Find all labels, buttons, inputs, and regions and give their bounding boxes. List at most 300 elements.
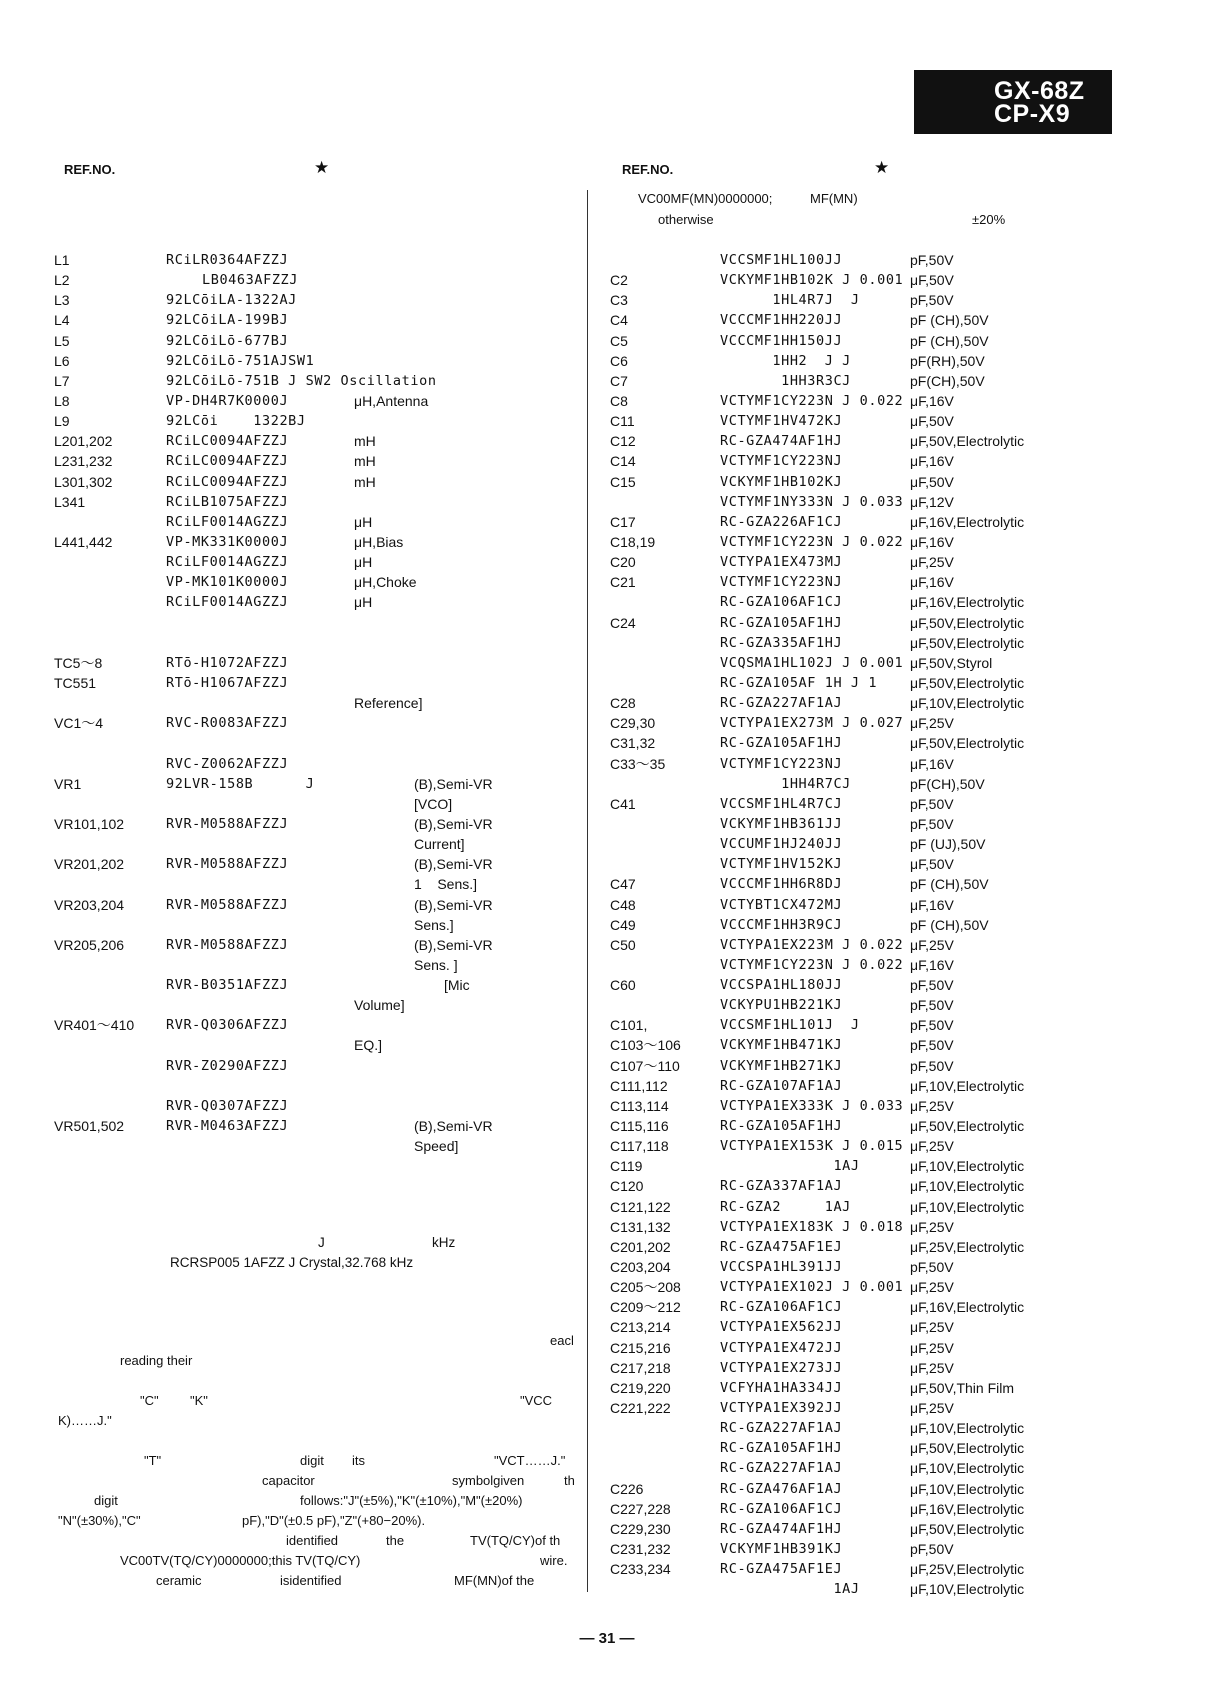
part-row: [610, 1076, 1170, 1096]
description: μF,16V: [910, 574, 954, 591]
part-number: VCTYMF1CY223NJ: [720, 755, 843, 772]
part-row: [54, 935, 574, 955]
model-name-primary: GX-68Z: [994, 77, 1085, 105]
part-number: VCCSMF1HL100JJ: [720, 252, 843, 268]
part-number: VCKYMF1HB102K J 0.001: [720, 272, 904, 289]
part-number: VCCSMF1HL101J J: [720, 1017, 860, 1034]
part-number: RCiLB1075AFZZJ: [166, 493, 289, 510]
description: μF,25V: [910, 936, 954, 953]
description: Reference]: [354, 695, 423, 712]
description: μF,10V,Electrolytic: [910, 1420, 1025, 1437]
ref-no: C2: [610, 272, 628, 289]
description: μF,50V,Electrolytic: [910, 614, 1025, 631]
model-badge: [914, 70, 1112, 134]
description: μF,16V,Electrolytic: [910, 594, 1025, 611]
part-number: VCTYPA1EX333K J 0.033: [720, 1097, 904, 1114]
description: μF,50V,Electrolytic: [910, 433, 1025, 450]
description: μH,Choke: [354, 574, 417, 591]
part-row: [610, 754, 1170, 774]
part-row: [610, 854, 1170, 874]
part-number: VCCCMF1HH3R9CJ: [720, 916, 843, 933]
part-number: 1HH2 J J: [720, 352, 851, 369]
part-row: [610, 1499, 1170, 1519]
part-number: VCCCMF1HH150JJ: [720, 332, 843, 349]
right-star-icon: ★: [874, 158, 890, 177]
part-number: 92LCōiLA-1322AJ: [166, 292, 297, 309]
part-row: [54, 733, 574, 753]
part-number: RC-GZA105AF1HJ: [720, 1118, 843, 1135]
part-row: [54, 794, 574, 814]
part-row: [54, 874, 574, 894]
part-number: VCTYPA1EX273M J 0.027: [720, 715, 904, 732]
part-number: RC-GZA105AF1HJ: [720, 1440, 843, 1457]
part-row: [54, 451, 574, 471]
part-row: [54, 895, 574, 915]
part-row: [54, 572, 574, 592]
part-number: RVR-M0588AFZZJ: [166, 936, 289, 953]
ref-no: C20: [610, 554, 636, 571]
description: μF,25V,Electrolytic: [910, 1238, 1025, 1255]
left-star-icon: ★: [314, 158, 330, 177]
part-number: VCTYMF1CY223N J 0.022: [720, 956, 904, 973]
description: μF,50V: [910, 272, 954, 289]
ref-no: L6: [54, 352, 70, 369]
description: μF,16V: [910, 453, 954, 470]
note-5b: digit: [300, 1453, 324, 1468]
description: EQ.]: [354, 1037, 383, 1054]
part-number: VCTYMF1HV472KJ: [720, 413, 843, 430]
description: pF,50V: [910, 795, 954, 812]
part-number: VCTYPA1EX153K J 0.015: [720, 1138, 904, 1155]
description: μF,12V: [910, 493, 954, 510]
note-1: eacl: [550, 1333, 574, 1348]
part-row: [610, 472, 1170, 492]
part-number: 92LCōiLō-751B J SW2 Oscillation: [166, 372, 437, 389]
part-row: [610, 1056, 1170, 1076]
description: Speed]: [414, 1138, 459, 1155]
description: μF,16V,Electrolytic: [910, 1500, 1025, 1517]
ref-no: C213,214: [610, 1319, 671, 1336]
part-row: [610, 371, 1170, 391]
crystal-part: RCRSP005 1AFZZ J Crystal,32.768 kHz: [170, 1255, 414, 1270]
part-number: VCTYMF1NY333N J 0.033: [720, 493, 904, 510]
ref-no: C5: [610, 332, 628, 349]
ref-no: L9: [54, 413, 70, 430]
right-top-text: MF(MN): [810, 191, 858, 206]
ref-no: C21: [610, 574, 636, 591]
part-number: RVR-M0588AFZZJ: [166, 896, 289, 913]
part-number: VCTYPA1EX183K J 0.018: [720, 1218, 904, 1235]
part-number: RC-GZA105AF1HJ: [720, 614, 843, 631]
description: μF,50V,Electrolytic: [910, 1118, 1025, 1135]
ref-no: L5: [54, 332, 70, 349]
description: pF (CH),50V: [910, 332, 989, 349]
part-number: RCiLF0014AGZZJ: [166, 513, 289, 530]
model-name-secondary: CP-X9: [994, 100, 1071, 128]
part-row: [610, 391, 1170, 411]
part-row: [54, 512, 574, 532]
description: pF,50V: [910, 1541, 954, 1557]
part-row: [610, 1096, 1170, 1116]
ref-no: C119: [610, 1158, 643, 1175]
description: μF,50V: [910, 413, 954, 430]
part-number: VCCSMF1HL4R7CJ: [720, 795, 843, 812]
part-number: RCiLC0094AFZZJ: [166, 473, 289, 490]
part-row: [54, 250, 574, 270]
part-row: [54, 1096, 574, 1116]
part-number: RC-GZA227AF1AJ: [720, 1460, 843, 1477]
description: Sens.]: [414, 916, 454, 933]
part-row: [610, 1237, 1170, 1257]
right-parts-list: [610, 250, 1170, 1599]
description: 1 Sens.]: [414, 876, 478, 893]
part-number: VCTYPA1EX472JJ: [720, 1339, 843, 1356]
part-number: VCFYHA1HA334JJ: [720, 1379, 843, 1396]
part-row: [54, 431, 574, 451]
part-number: RCiLF0014AGZZJ: [166, 594, 289, 611]
part-row: [610, 331, 1170, 351]
part-row: [610, 1519, 1170, 1539]
note-6b: symbolgiven: [452, 1473, 525, 1488]
part-row: [54, 270, 574, 290]
ref-no: C233,234: [610, 1561, 671, 1578]
note-3b: "K": [190, 1393, 208, 1408]
part-row: [54, 1076, 574, 1096]
part-number: 1AJ: [720, 1158, 860, 1175]
part-row: [610, 310, 1170, 330]
part-row: [610, 532, 1170, 552]
page-number: — 31 —: [579, 1630, 635, 1647]
description: μH,Bias: [354, 533, 404, 550]
part-number: VCTYMF1CY223N J 0.022: [720, 392, 904, 409]
part-row: [610, 1398, 1170, 1418]
note-10a: VC00TV(TQ/CY)0000000;this TV(TQ/CY): [120, 1553, 361, 1568]
part-row: [610, 895, 1170, 915]
part-row: [610, 592, 1170, 612]
description: μF,16V,Electrolytic: [910, 513, 1025, 530]
description: (B),Semi-VR: [414, 775, 493, 792]
description: μF,25V: [910, 1339, 954, 1356]
left-parts-list: [54, 250, 574, 1156]
part-row: [54, 693, 574, 713]
note-5a: "T": [144, 1453, 162, 1468]
part-row: [610, 492, 1170, 512]
part-number: VCKYMF1HB271KJ: [720, 1057, 843, 1074]
part-number: VCKYMF1HB391KJ: [720, 1541, 843, 1557]
part-number: VCTYPA1EX273JJ: [720, 1359, 843, 1376]
part-row: [54, 975, 574, 995]
part-row: [54, 673, 574, 693]
ref-no: C18,19: [610, 533, 656, 550]
part-number: RC-GZA475AF1EJ: [720, 1561, 843, 1578]
description: pF(CH),50V: [910, 372, 985, 389]
right-top-code: VC00MF(MN)0000000;: [638, 191, 773, 206]
description: μF,50V,Electrolytic: [910, 735, 1025, 752]
part-number: RC-GZA474AF1HJ: [720, 433, 843, 450]
description: μF,10V,Electrolytic: [910, 1077, 1025, 1094]
part-row: [54, 955, 574, 975]
description: pF,50V: [910, 1037, 954, 1054]
ref-no: C14: [610, 453, 636, 470]
description: pF(RH),50V: [910, 352, 985, 369]
note-5d: "VCT……J.": [494, 1453, 566, 1468]
note-11b: isidentified: [280, 1573, 342, 1588]
description: pF,50V: [910, 1017, 954, 1034]
part-row: [610, 673, 1170, 693]
description: μF,50V,Electrolytic: [910, 1520, 1025, 1537]
ref-no: C6: [610, 352, 628, 369]
part-row: [54, 633, 574, 653]
part-row: [54, 472, 574, 492]
part-row: [54, 834, 574, 854]
description: μF,25V: [910, 1359, 954, 1376]
part-number: VCTYPA1EX102J J 0.001: [720, 1279, 904, 1296]
part-number: RCiLC0094AFZZJ: [166, 453, 289, 470]
part-row: [54, 331, 574, 351]
description: μF,25V: [910, 554, 954, 571]
part-number: VCKYMF1HB102KJ: [720, 473, 843, 490]
ref-no: C203,204: [610, 1259, 671, 1276]
part-number: VCCSPA1HL391JJ: [720, 1259, 843, 1276]
description: pF,50V: [910, 1259, 954, 1276]
column-divider: [587, 190, 588, 1592]
part-number: VCTYMF1HV152KJ: [720, 856, 843, 873]
part-row: [54, 1116, 574, 1136]
ref-no: L3: [54, 292, 70, 309]
description: [VCO]: [414, 795, 453, 812]
part-row: [610, 1297, 1170, 1317]
note-3c: "VCC: [520, 1393, 553, 1408]
part-number: RC-GZA106AF1CJ: [720, 1299, 843, 1316]
ref-no: C47: [610, 876, 636, 893]
ref-no: C121,122: [610, 1198, 671, 1215]
description: pF (CH),50V: [910, 916, 989, 933]
part-row: [54, 290, 574, 310]
description: μF,10V,Electrolytic: [910, 1178, 1025, 1195]
part-row: [610, 1378, 1170, 1398]
part-number: VCCCMF1HH6R8DJ: [720, 876, 843, 893]
part-row: [610, 794, 1170, 814]
part-row: [610, 351, 1170, 371]
description: μF,50V,Electrolytic: [910, 1440, 1025, 1457]
part-row: [610, 733, 1170, 753]
part-number: RVR-B0351AFZZJ: [166, 977, 289, 994]
part-row: [610, 1277, 1170, 1297]
description: μF,10V,Electrolytic: [910, 1198, 1025, 1215]
description: μF,25V: [910, 715, 954, 732]
part-row: [54, 552, 574, 572]
part-row: [610, 1136, 1170, 1156]
description: μF,10V,Electrolytic: [910, 1460, 1025, 1477]
part-row: [54, 774, 574, 794]
part-row: [54, 391, 574, 411]
description: μH: [354, 513, 373, 530]
description: μF,16V: [910, 392, 954, 409]
note-4: K)……J.": [58, 1413, 112, 1428]
part-row: [610, 1479, 1170, 1499]
ref-no: C131,132: [610, 1218, 671, 1235]
part-row: [610, 552, 1170, 572]
ref-no: C120: [610, 1178, 644, 1195]
ref-no: C11: [610, 413, 635, 430]
part-row: [610, 250, 1170, 270]
part-row: [610, 1579, 1170, 1599]
part-number: VP-DH4R7K0000J: [166, 392, 289, 409]
note-5c: its: [352, 1453, 365, 1468]
description: μH: [354, 554, 373, 571]
ref-no: C115,116: [610, 1118, 669, 1135]
part-row: [610, 1317, 1170, 1337]
description: pF (CH),50V: [910, 312, 989, 329]
part-number: VCCSPA1HL180JJ: [720, 977, 843, 994]
right-ref-header: REF.NO.: [622, 162, 674, 177]
note-7a: digit: [94, 1493, 118, 1508]
part-number: VCKYMF1HB471KJ: [720, 1037, 843, 1054]
description: pF,50V: [910, 997, 954, 1014]
part-row: [54, 613, 574, 633]
description: μF,50V,Styrol: [910, 654, 993, 671]
description: (B),Semi-VR: [414, 936, 493, 953]
part-number: VCQSMA1HL102J J 0.001: [720, 654, 904, 671]
description: μF,16V,Electrolytic: [910, 1299, 1025, 1316]
ref-no: VR205,206: [54, 936, 125, 953]
ref-no: C33～35: [610, 755, 666, 772]
part-row: [610, 1257, 1170, 1277]
ref-no: C60: [610, 977, 636, 994]
part-row: [610, 955, 1170, 975]
part-number: RC-GZA475AF1EJ: [720, 1238, 843, 1255]
part-number: RC-GZA476AF1AJ: [720, 1480, 843, 1497]
part-row: [54, 1056, 574, 1076]
part-number: RCiLF0014AGZZJ: [166, 554, 289, 571]
part-number: RC-GZA2 1AJ: [720, 1198, 851, 1215]
ref-no: C209～212: [610, 1299, 681, 1316]
part-number: 92LCōiLō-751AJSW1: [166, 352, 315, 369]
ref-no: L341: [54, 493, 86, 510]
description: μF,50V,Thin Film: [910, 1379, 1015, 1396]
part-number: RC-GZA227AF1AJ: [720, 695, 843, 712]
part-number: RTō-H1067AFZZJ: [166, 674, 289, 691]
part-row: [54, 995, 574, 1015]
ref-no: C4: [610, 312, 628, 329]
note-7b: follows:"J"(±5%),"K"(±10%),"M"(±20%): [300, 1493, 523, 1508]
part-row: [610, 995, 1170, 1015]
part-row: [610, 270, 1170, 290]
part-number: VCTYPA1EX392JJ: [720, 1400, 843, 1417]
description: μF,10V,Electrolytic: [910, 1480, 1025, 1497]
part-number: VCTYMF1CY223NJ: [720, 574, 843, 591]
part-number: RTō-H1072AFZZJ: [166, 654, 289, 671]
ref-no: C205～208: [610, 1279, 681, 1296]
description: μF,16V: [910, 956, 954, 973]
part-row: [610, 693, 1170, 713]
ref-no: C113,114: [610, 1097, 669, 1114]
part-row: [54, 1035, 574, 1055]
description: pF (UJ),50V: [910, 836, 986, 853]
part-row: [54, 915, 574, 935]
part-number: RC-GZA105AF1HJ: [720, 735, 843, 752]
description: pF,50V: [910, 977, 954, 994]
part-number: RVR-Z0290AFZZJ: [166, 1057, 289, 1074]
ref-no: C107～110: [610, 1057, 680, 1074]
crystal-j: J: [318, 1235, 325, 1250]
part-row: [610, 1458, 1170, 1478]
ref-no: C8: [610, 392, 628, 409]
part-row: [610, 451, 1170, 471]
part-row: [610, 874, 1170, 894]
description: pF,50V: [910, 815, 954, 832]
part-number: 1HL4R7J J: [720, 292, 860, 309]
part-row: [610, 1539, 1170, 1559]
description: μF,50V: [910, 856, 954, 873]
part-number: RC-GZA106AF1CJ: [720, 594, 843, 611]
description: μF,16V: [910, 896, 954, 913]
description: pF(CH),50V: [910, 775, 985, 792]
crystal-khz: kHz: [432, 1235, 456, 1250]
part-row: [610, 834, 1170, 854]
left-ref-header: REF.NO.: [64, 162, 116, 177]
description: pF (CH),50V: [910, 876, 989, 893]
part-number: RC-GZA106AF1CJ: [720, 1500, 843, 1517]
part-number: 92LVR-158B J: [166, 775, 315, 792]
ref-no: C3: [610, 292, 628, 309]
description: Sens. ]: [414, 956, 458, 973]
description: μF,25V: [910, 1097, 954, 1114]
ref-no: C217,218: [610, 1359, 671, 1376]
ref-no: VR401～410: [54, 1017, 135, 1034]
description: mH: [354, 473, 376, 490]
part-row: [610, 1358, 1170, 1378]
description: (B),Semi-VR: [414, 1118, 493, 1135]
part-row: [610, 1418, 1170, 1438]
part-row: [610, 1197, 1170, 1217]
ref-no: C221,222: [610, 1400, 671, 1417]
description: μF,50V: [910, 473, 954, 490]
part-number: VCTYBT1CX472MJ: [720, 896, 843, 913]
part-number: RCiLC0094AFZZJ: [166, 433, 289, 450]
description: μF,50V,Electrolytic: [910, 634, 1025, 651]
description: μF,25V: [910, 1319, 954, 1336]
description: [Mic: [444, 977, 470, 994]
part-number: RC-GZA226AF1CJ: [720, 513, 843, 530]
part-row: [610, 512, 1170, 532]
part-row: [610, 1156, 1170, 1176]
part-number: RVR-M0588AFZZJ: [166, 856, 289, 873]
part-number: 92LCōiLō-677BJ: [166, 332, 289, 349]
note-9a: identified: [286, 1533, 339, 1548]
ref-no: L4: [54, 312, 70, 329]
ref-no: C229,230: [610, 1520, 671, 1537]
part-number: RC-GZA337AF1AJ: [720, 1178, 843, 1195]
part-number: VCKYPU1HB221KJ: [720, 997, 843, 1014]
part-row: [54, 532, 574, 552]
part-row: [610, 1176, 1170, 1196]
part-row: [610, 572, 1170, 592]
ref-no: C17: [610, 513, 636, 530]
description: μF,10V,Electrolytic: [910, 1158, 1025, 1175]
ref-no: L1: [54, 252, 70, 268]
part-row: [610, 290, 1170, 310]
description: (B),Semi-VR: [414, 896, 493, 913]
ref-no: C41: [610, 795, 636, 812]
description: Current]: [414, 836, 465, 853]
ref-no: L8: [54, 392, 70, 409]
ref-no: C231,232: [610, 1541, 671, 1557]
part-number: RVC-R0083AFZZJ: [166, 715, 289, 732]
ref-no: C12: [610, 433, 636, 450]
part-number: 1HH3R3CJ: [720, 372, 851, 389]
ref-no: C28: [610, 695, 636, 712]
